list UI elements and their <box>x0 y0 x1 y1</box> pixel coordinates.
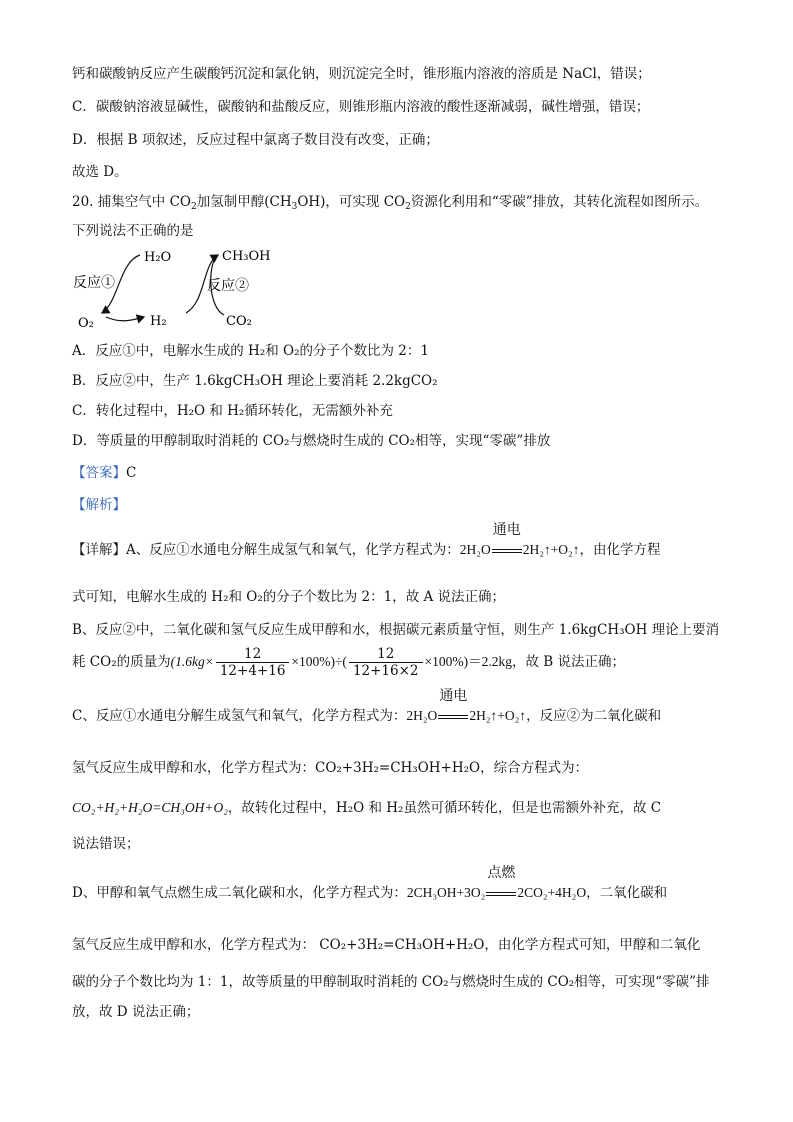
line-1: 钙和碳酸钠反应产生碳酸钙沉淀和氯化钠，则沉淀完全时，锥形瓶内溶液的溶质是 NaCl，错误； <box>72 66 651 82</box>
stem-a: 捕集空气中 CO <box>97 194 191 210</box>
detail-d1-text: D、甲醇和氧气点燃生成二氧化碳和水，化学方程式为： <box>72 885 407 901</box>
calc-part1: (1.6kg× <box>170 654 214 669</box>
label-ch3oh: CH₃OH <box>222 249 271 264</box>
label-reaction1: 反应① <box>73 275 115 291</box>
eq-c-condition <box>438 688 468 726</box>
calc-n2: 12 <box>349 646 423 663</box>
calc-d2: 12+16×2 <box>352 663 419 679</box>
calc-part2: ×100%)÷( <box>291 654 347 669</box>
detail-d3: 碳的分子个数比均为 1：1，故等质量的甲醇制取时消耗的 CO₂与燃烧时生成的 CO₂相等，可实现“零碳”排 <box>72 974 710 990</box>
detail-label: 【详解】 <box>72 542 126 558</box>
detail-d2: 氢气反应生成甲醇和水，化学方程式为： CO₂+3H₂=CH₃OH+H₂O，由化学方程式可知，甲醇和二氧化 <box>72 937 701 953</box>
detail-c2: 氢气反应生成甲醇和水，化学方程式为：CO₂+3H₂=CH₃OH+H₂O，综合方程式为： <box>72 760 589 776</box>
line-4: 故选 D。 <box>72 164 128 180</box>
eq-a-condition <box>492 522 522 560</box>
calc-n1: 12 <box>216 646 290 663</box>
detail-a1-tail: ，由化学方程 <box>579 542 661 558</box>
option-a: A．反应①中，电解水生成的 H₂和 O₂的分子个数比为 2：1 <box>72 343 429 359</box>
option-c: C．转化过程中，H₂O 和 H₂循环转化，无需额外补充 <box>72 403 393 419</box>
detail-c3 <box>72 798 661 818</box>
detail-c1 <box>72 688 662 726</box>
detail-a2: 式可知，电解水生成的 H₂和 O₂的分子个数比为 2：1，故 A 说法正确； <box>72 589 506 605</box>
detail-d1-tail: ，二氧化碳和 <box>586 885 668 901</box>
detail-c1-text: C、反应①水通电分解生成氢气和氧气，化学方程式为： <box>72 708 407 724</box>
eq-d-lhs: 2CH₃OH+3O₂ <box>406 885 486 900</box>
question-stem: 20. 捕集空气中 $CO_2$加氢制甲醇$(CH_3OH)$，可实现 $CO_2$资源化利用和“零碳”排放，其转化流程如图所示。 <box>72 194 709 212</box>
eq-c-lhs: 2H₂O <box>406 708 438 723</box>
detail-c1-tail: ，反应②为二氧化碳和 <box>526 708 662 724</box>
detail-b1: B、反应②中，二氧化碳和氢气反应生成甲醇和水，根据碳元素质量守恒，则生产 1.6kgCH₃OH 理论上要消 <box>72 622 720 638</box>
arrow-o2-to-h2 <box>106 317 144 321</box>
detail-d1 <box>72 865 668 903</box>
question-stem-2: 下列说法不正确的是 <box>72 223 194 239</box>
option-d: D．等质量的甲醇制取时消耗的 CO₂与燃烧时生成的 CO₂相等，实现“零碳”排放 <box>72 433 551 449</box>
conversion-diagram <box>70 243 290 335</box>
stem-b: 加氢制甲醇(CH <box>196 194 292 210</box>
line-3: D．根据 B 项叙述，反应过程中氯离子数目没有改变，正确； <box>72 132 439 148</box>
calc-part3: ×100%)＝2.2kg <box>424 654 512 669</box>
label-o2: O₂ <box>78 316 94 331</box>
label-co2: CO₂ <box>226 314 252 329</box>
stem-c: OH)，可实现 CO <box>297 194 406 210</box>
detail-d4: 放，故 D 说法正确； <box>72 1004 200 1020</box>
label-h2o: H₂O <box>144 250 172 265</box>
eq-d-condition <box>486 865 516 903</box>
eq-d-rhs: 2CO₂+4H₂O <box>517 885 587 900</box>
detail-b2-head: 耗 CO₂的质量为 <box>72 654 171 670</box>
eq-a-rhs: 2H₂↑+O₂↑ <box>522 542 580 557</box>
detail-b2-tail: ，故 B 说法正确； <box>512 654 626 670</box>
label-reaction2: 反应② <box>207 278 249 294</box>
detail-a1-text: A、反应①水通电分解生成氢气和氧气，化学方程式为： <box>126 542 460 558</box>
calc-d1: 12+4+16 <box>219 663 286 679</box>
detail-a1 <box>72 522 661 560</box>
eq-a-lhs: 2H₂O <box>459 542 491 557</box>
question-number: 20. <box>72 194 94 210</box>
answer-line <box>72 463 136 483</box>
detail-c3-tail: ，故转化过程中，H₂O 和 H₂虽然可循环转化，但是也需额外补充，故 C <box>227 800 662 816</box>
answer-value: C <box>126 465 137 481</box>
detail-c4: 说法错误； <box>72 836 140 852</box>
stem-d: 资源化利用和“零碳”排放，其转化流程如图所示。 <box>410 194 709 210</box>
answer-label: 【答案】 <box>72 465 126 481</box>
eq-c-rhs: 2H₂↑+O₂↑ <box>469 708 527 723</box>
line-2: C．碳酸钠溶液显碱性，碳酸钠和盐酸反应，则锥形瓶内溶液的酸性逐渐减弱，碱性增强，错误； <box>72 99 650 115</box>
eq-c-cond-text: 通电 <box>439 688 468 704</box>
calc-frac-1 <box>216 646 290 679</box>
eq-d-cond-text: 点燃 <box>487 865 516 881</box>
eq-combined: CO₂+H₂+H₂O=CH₃OH+O₂ <box>72 800 228 815</box>
calc-frac-2 <box>349 646 423 679</box>
detail-b2 <box>72 645 625 679</box>
eq-a-cond-text: 通电 <box>492 522 521 538</box>
analysis-label: 【解析】 <box>72 497 126 513</box>
option-b: B．反应②中，生产 1.6kgCH₃OH 理论上要消耗 2.2kgCO₂ <box>72 373 438 389</box>
label-h2: H₂ <box>150 314 167 329</box>
